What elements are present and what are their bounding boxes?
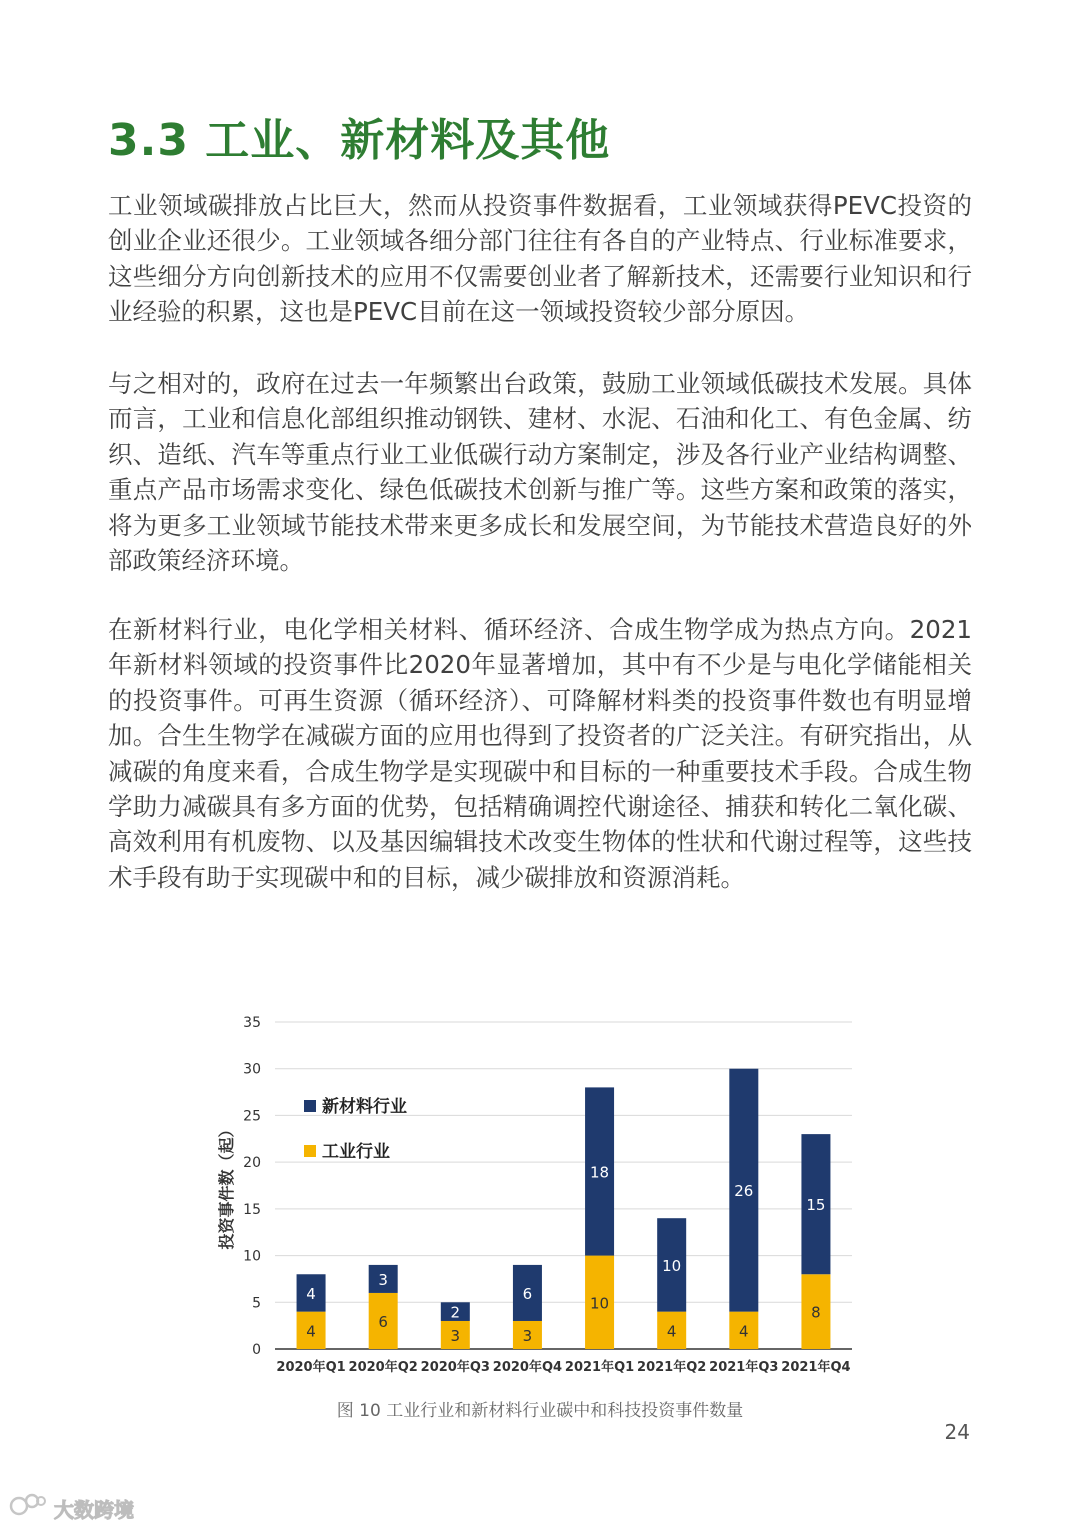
legend-swatch: [304, 1145, 316, 1157]
legend-label: 新材料行业: [322, 1097, 407, 1117]
x-tick-label: 2021年Q3: [709, 1360, 779, 1375]
data-label-new-materials: 26: [734, 1182, 754, 1201]
data-label-new-materials: 15: [806, 1196, 826, 1215]
section-title: 3.3 工业、新材料及其他: [108, 115, 611, 166]
figure-caption: 图 10 工业行业和新材料行业碳中和科技投资事件数量: [336, 1401, 744, 1421]
paragraph-new-materials: 在新材料行业，电化学相关材料、循环经济、合成生物学成为热点方向。2021年新材料领域的投资事件比2020年显著增加，其中有不少是与电化学储能相关的投资事件。可再生资源（循环经济）、可降解材料类的投资事件数也有明显增加。合生生物学在减碳方面的应用也得到了投资者的广泛关注。有研究指出，从减碳的角度来看，合成生物学是实现碳中和目标的一种重要技术手段。合成生物学助力减碳具有多方面的优势，包括精确调控代谢途径、捕获和转化二氧化碳、高效利用有机废物、以及基因编辑技术改变生物体的性状和代谢过程等，这些技术手段有助于实现碳中和的目标，减少碳排放和资源消耗。: [108, 615, 972, 892]
chart-svg: [200, 1000, 880, 1390]
data-label-industry: 8: [811, 1303, 821, 1322]
paragraph-industry: 工业领域碳排放占比巨大，然而从投资事件数据看，工业领域获得PEVC投资的创业企业还很少。工业领域各细分部门往往有各自的产业特点、行业标准要求，这些细分方向创新技术的应用不仅需要创业者了解新技术，还需要行业知识和行业经验的积累，这也是PEVC目前在这一领域投资较少部分原因。: [108, 191, 972, 327]
data-label-new-materials: 6: [522, 1284, 533, 1303]
watermark-text: 大数跨境: [54, 1497, 134, 1522]
x-tick-label: 2020年Q4: [492, 1360, 563, 1375]
x-tick-label: 2020年Q1: [276, 1360, 346, 1375]
y-tick-label: 30: [243, 1061, 261, 1078]
data-label-industry: 10: [590, 1294, 610, 1313]
x-tick-label: 2020年Q2: [348, 1360, 418, 1375]
data-label-new-materials: 3: [378, 1270, 388, 1289]
data-label-industry: 4: [306, 1322, 316, 1341]
y-tick-label: 25: [243, 1108, 261, 1125]
watermark: [8, 1492, 134, 1524]
data-label-new-materials: 4: [306, 1284, 316, 1303]
x-tick-label: 2021年Q2: [637, 1360, 707, 1375]
y-axis-label: 投资事件数（起）: [217, 1121, 236, 1250]
paragraph-policy: 与之相对的，政府在过去一年频繁出台政策，鼓励工业领域低碳技术发展。具体而言，工业和信息化部组织推动钢铁、建材、水泥、石油和化工、有色金属、纺织、造纸、汽车等重点行业工业低碳行动方案制定，涉及各行业产业结构调整、重点产品市场需求变化、绿色低碳技术创新与推广等。这些方案和政策的落实，将为更多工业领域节能技术带来更多成长和发展空间，为节能技术营造良好的外部政策经济环境。: [108, 369, 972, 576]
investment-bar-chart: [200, 1000, 880, 1390]
legend-swatch: [304, 1100, 316, 1112]
y-tick-label: 10: [243, 1248, 261, 1265]
x-tick-label: 2020年Q3: [420, 1360, 490, 1375]
data-label-new-materials: 18: [590, 1163, 610, 1182]
y-tick-label: 15: [243, 1201, 261, 1218]
data-label-new-materials: 10: [662, 1256, 682, 1275]
data-label-industry: 4: [739, 1322, 749, 1341]
data-label-new-materials: 2: [450, 1303, 461, 1322]
x-tick-label: 2021年Q4: [781, 1360, 851, 1375]
data-label-industry: 3: [522, 1326, 533, 1345]
y-tick-label: 0: [252, 1342, 261, 1358]
x-tick-label: 2021年Q1: [564, 1360, 635, 1375]
data-label-industry: 4: [666, 1322, 677, 1341]
y-tick-label: 35: [243, 1015, 261, 1031]
data-label-industry: 3: [450, 1326, 461, 1345]
brand-logo-icon: [8, 1492, 48, 1524]
legend-label: 工业行业: [322, 1142, 390, 1162]
y-tick-label: 5: [252, 1295, 261, 1312]
page-number: 24: [944, 1420, 970, 1444]
y-tick-label: 20: [243, 1155, 261, 1172]
data-label-industry: 6: [378, 1312, 388, 1331]
